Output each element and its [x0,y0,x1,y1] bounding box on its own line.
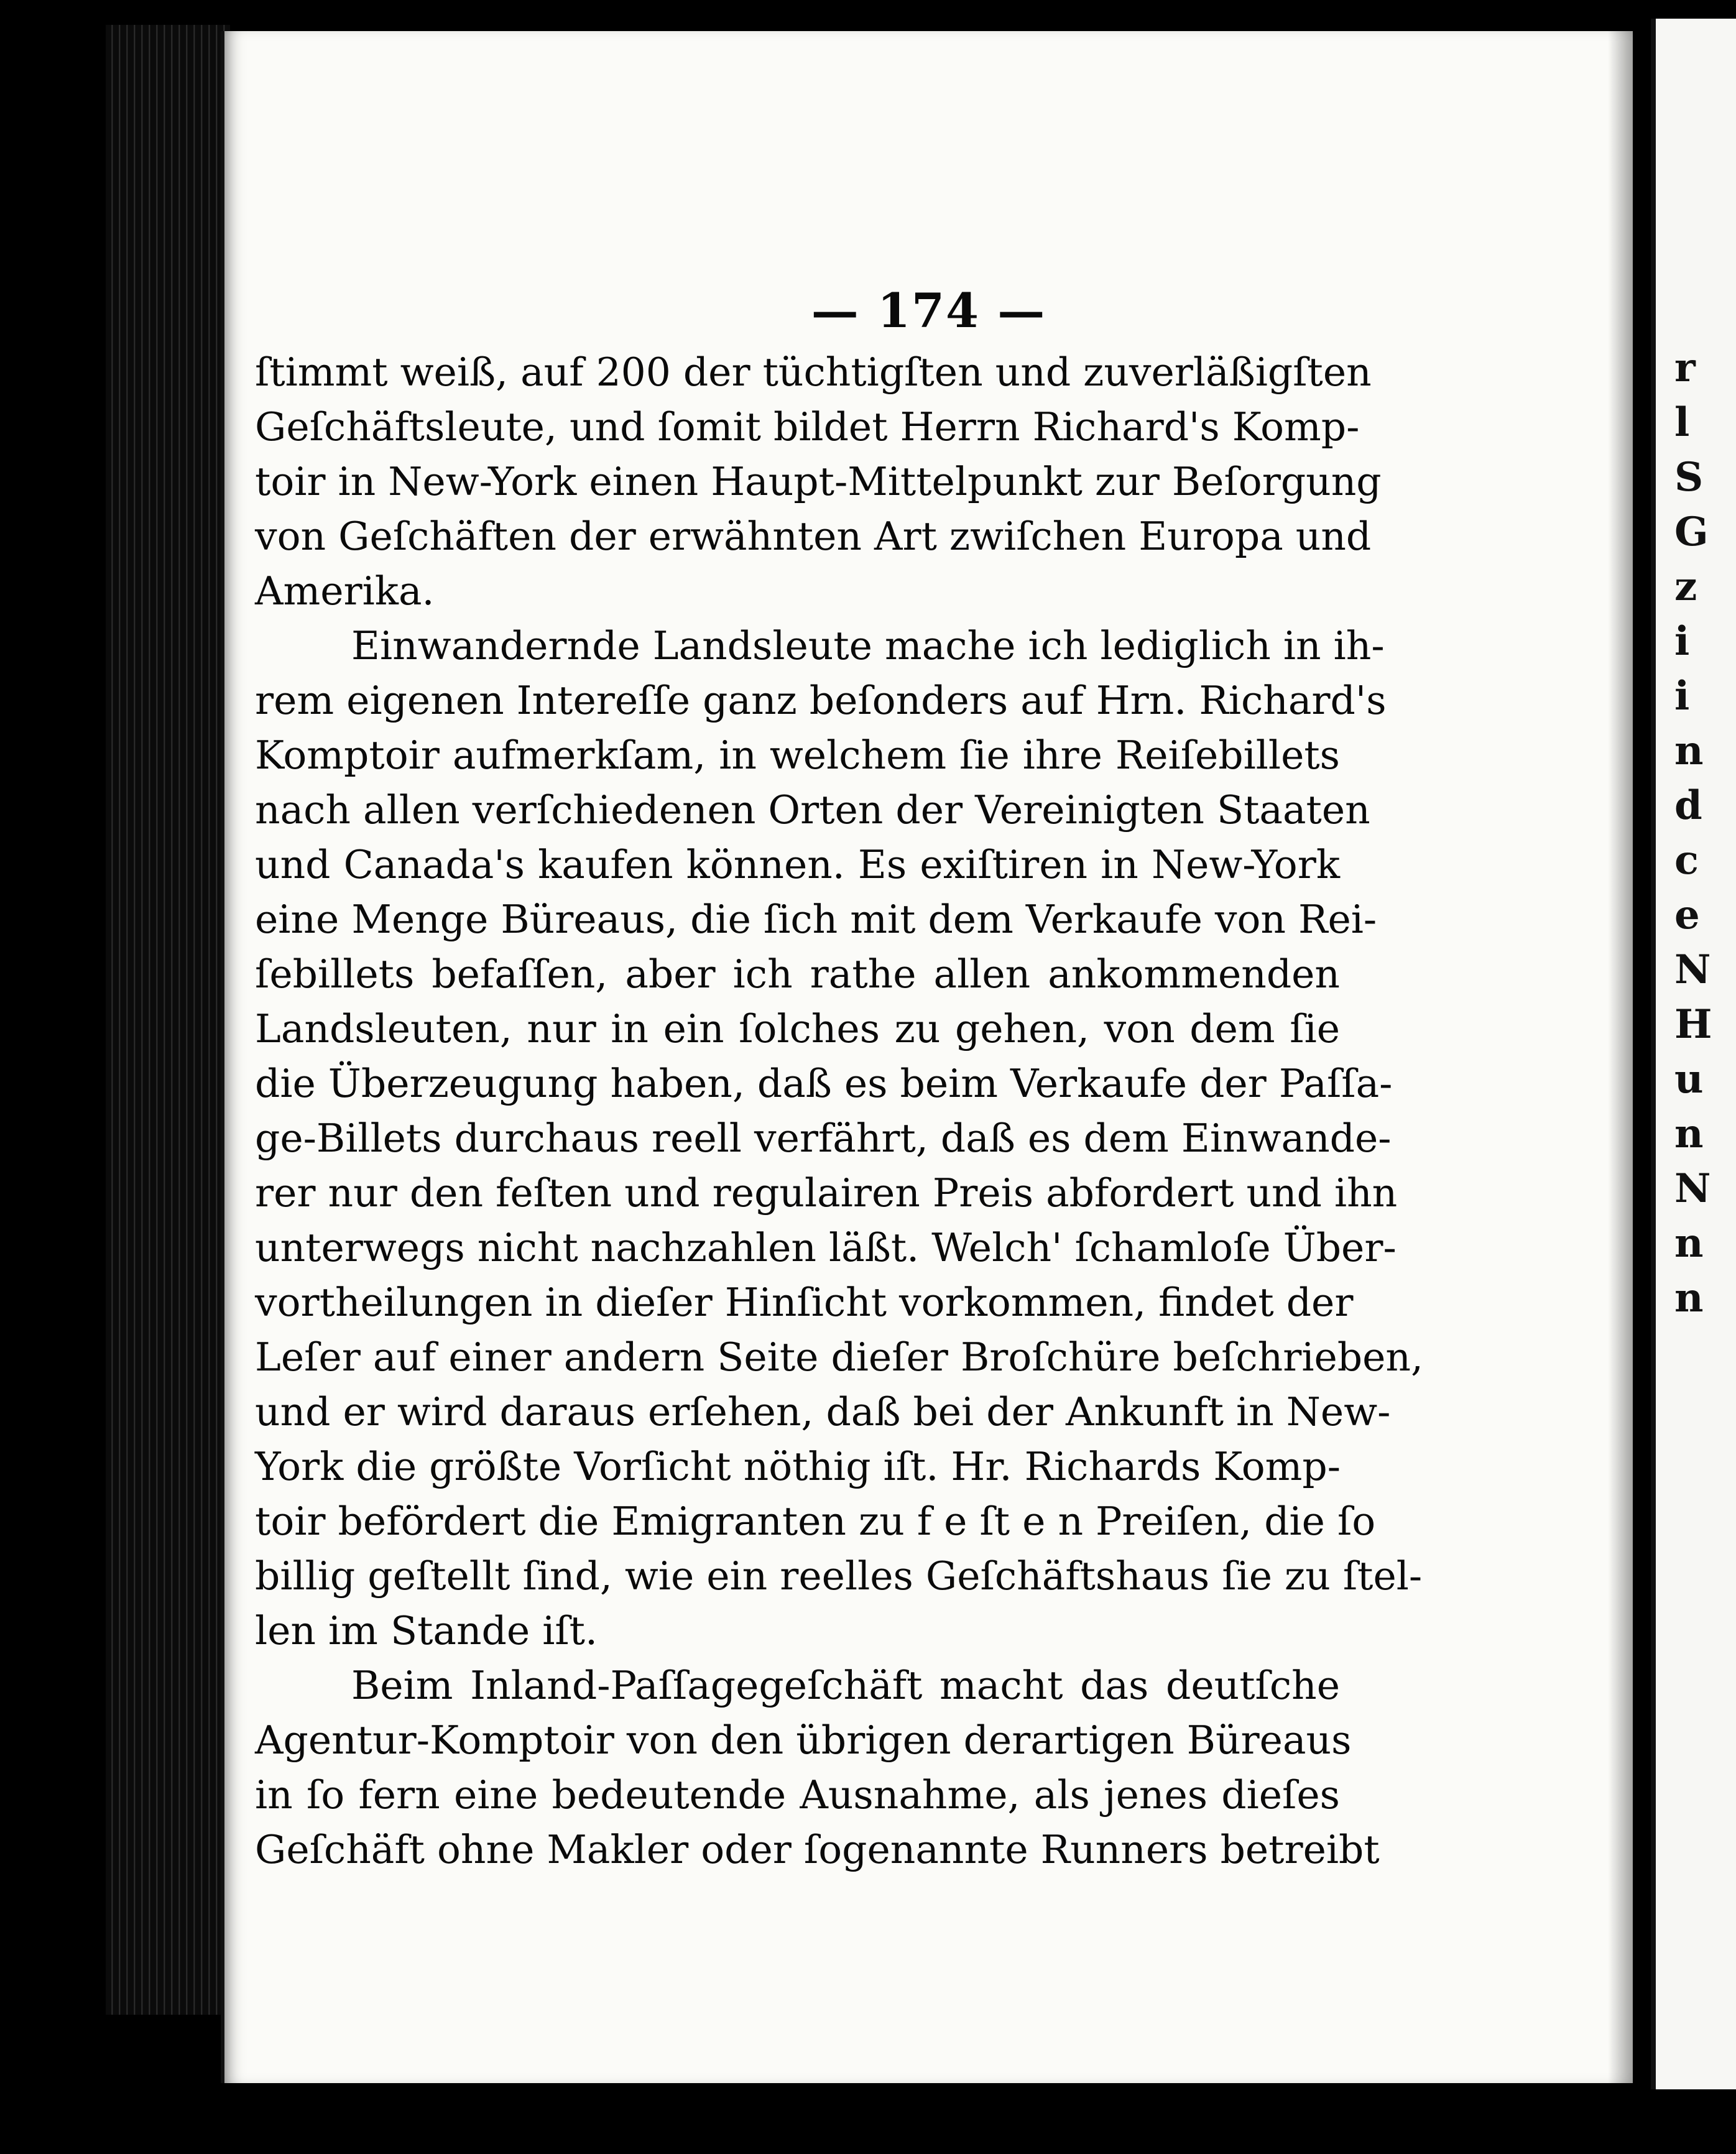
text-line: in ſo fern eine bedeutende Ausnahme, als jenes dieſes [255,1772,1340,1818]
text-line: eine Menge Büreaus, die ſich mit dem Verkaufe von Rei- [255,897,1377,942]
next-page-fragment: G [1674,509,1709,555]
next-page-fragment: N [1674,946,1711,993]
next-page-fragment: e [1674,892,1700,938]
text-line: toir befördert die Emigranten zu f e ſt e n Preiſen, die ſo [255,1499,1376,1544]
next-page-fragment: n [1674,1220,1704,1267]
body-text [255,345,1424,1877]
next-page-fragment: z [1674,563,1697,610]
text-line: Beim Inland-Paſſagegeſchäft macht das deutſche [351,1663,1340,1708]
next-page-fragment: i [1674,673,1690,719]
text-line: und Canada's kaufen können. Es exiſtiren in New-York [255,842,1340,887]
text-line: ſtimmt weiß, auf 200 der tüchtigſten und zuverläßigſten [255,349,1372,395]
next-page-fragment: H [1674,1001,1712,1048]
text-line: Amerika. [255,568,435,614]
text-line: unterwegs nicht nachzahlen läßt. Welch' ſchamloſe Über- [255,1225,1397,1270]
text-line: Komptoir aufmerkſam, in welchem ſie ihre Reiſebillets [255,733,1340,778]
text-line: von Geſchäften der erwähnten Art zwiſchen Europa und [255,514,1372,559]
text-line: York die größte Vorſicht nöthig iſt. Hr. Richards Komp- [255,1444,1341,1489]
text-line: nach allen verſchiedenen Orten der Vereinigten Staaten [255,787,1370,833]
text-line: billig geſtellt ſind, wie ein reelles Geſchäftshaus ſie zu ſtel- [255,1553,1423,1599]
text-line: rer nur den feſten und regulairen Preis abfordert und ihn [255,1170,1398,1216]
text-line: toir in New-York einen Haupt-Mittelpunkt zur Beſorgung [255,459,1382,504]
next-page-fragment: n [1674,1111,1704,1157]
next-page-fragment: u [1674,1056,1704,1102]
text-line: Einwandernde Landsleute mache ich lediglich in ih- [351,623,1385,668]
text-line: vortheilungen in dieſer Hinſicht vorkommen, findet der [255,1280,1354,1325]
page-gutter-shadow [1608,31,1633,2083]
next-page-fragment: S [1674,454,1704,501]
text-line: rem eigenen Intereſſe ganz beſonders auf Hrn. Richard's [255,678,1387,723]
book-page-edges [106,25,230,2015]
next-page-fragment: i [1674,618,1690,665]
page-number: — 174 — [811,283,1046,338]
next-page-edge [1651,19,1736,2089]
next-page-fragment: N [1674,1165,1711,1212]
next-page-fragment: r [1674,344,1696,391]
text-line: Agentur-Komptoir von den übrigen derartigen Büreaus [255,1717,1352,1763]
text-line: und er wird daraus erſehen, daß bei der Ankunft in New- [255,1389,1391,1435]
text-line: die Überzeugung haben, daß es beim Verkaufe der Paſſa- [255,1061,1393,1106]
text-line: Leſer auf einer andern Seite dieſer Broſchüre beſchrieben, [255,1334,1424,1380]
text-line: Geſchäft ohne Makler oder ſogenannte Runners betreibt [255,1827,1380,1872]
text-line: ge-Billets durchaus reell verfährt, daß es dem Einwande- [255,1116,1392,1161]
next-page-fragment: n [1674,1275,1704,1321]
text-line: ſebillets befaſſen, aber ich rathe allen ankommenden [255,951,1340,997]
text-line: Geſchäftsleute, und ſomit bildet Herrn Richard's Komp- [255,404,1360,450]
next-page-fragment: d [1674,782,1702,829]
text-line: len im Stande iſt. [255,1608,598,1653]
next-page-fragment: l [1674,399,1690,446]
next-page-fragment: c [1674,837,1699,884]
text-line: Landsleuten, nur in ein ſolches zu gehen, von dem ſie [255,1006,1340,1052]
next-page-fragment: n [1674,728,1704,774]
